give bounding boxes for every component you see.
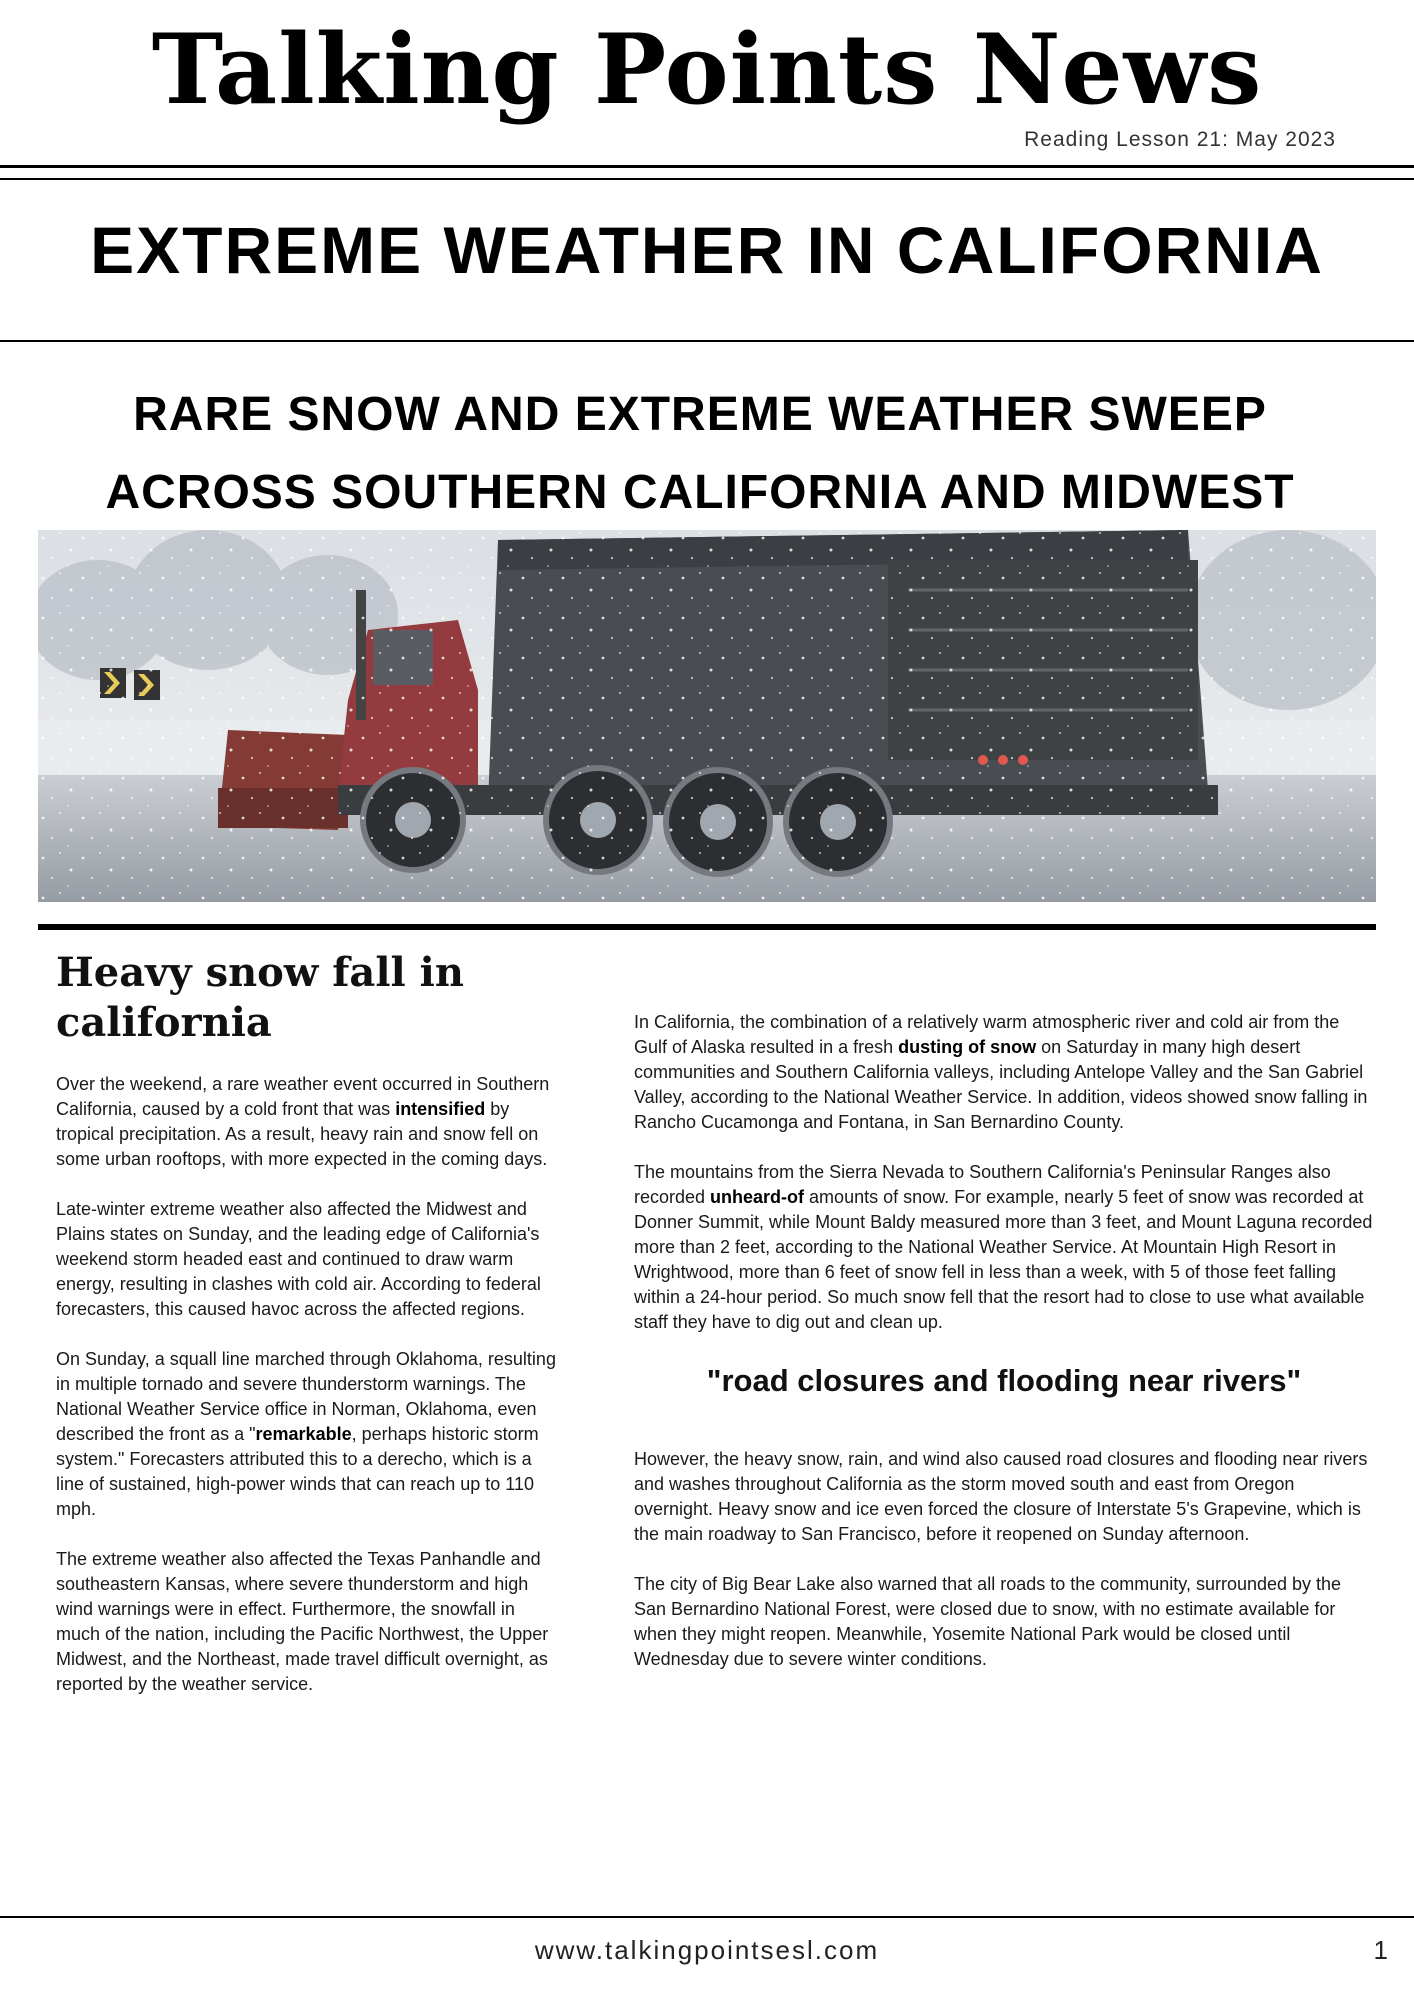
photo-divider (38, 924, 1376, 930)
footer-divider (0, 1916, 1414, 1918)
section-heading-heavy-snow: Heavy snow fall in california (56, 949, 464, 1046)
right-column (634, 1010, 1374, 1697)
footer-website-link[interactable]: www.talkingpointsesl.com (534, 1935, 880, 1965)
right-paragraph-1: In California, the combination of a relatively warm atmospheric river and cold air from the Gulf of Alaska resulted in a fresh dusting of snow on Saturday in many high desert communities and Southern California valleys, including Antelope Valley and the San Gabriel Valley, according to the National Weather Service. In addition, videos showed snow falling in Rancho Cucamonga and Fontana, in San Bernardino County. (634, 1012, 1368, 1132)
left-paragraph-1: Over the weekend, a rare weather event occurred in Southern California, caused by a cold front that was intensified by tropical precipitation. As a result, heavy rain and snow fell on some urban rooftops, with more expected in the coming days. (56, 1074, 550, 1169)
masthead-divider-top (0, 165, 1414, 168)
page-number: 1 (1373, 1935, 1388, 1965)
headline-divider (0, 340, 1414, 342)
masthead-title: Talking Points News (151, 13, 1263, 126)
sub-headline: RARE SNOW AND EXTREME WEATHER SWEEP ACROSS SOUTHERN CALIFORNIA AND MIDWEST (105, 388, 1295, 519)
main-headline: EXTREME WEATHER IN CALIFORNIA (90, 213, 1324, 287)
snowplow-truck-photo (38, 530, 1376, 902)
right-paragraph-2: The mountains from the Sierra Nevada to Southern California's Peninsular Ranges also recorded unheard-of amounts of snow. For example, nearly 5 feet of snow was recorded at Donner Summit, while Mount Baldy measured more than 3 feet, and Mount Laguna recorded more than 2 feet, according to the National Weather Service. At Mountain High Resort in Wrightwood, more than 6 feet of snow fell in less than a week, with 5 of those feet falling within a 24-hour period. So much snow fell that the resort had to close to use what available staff they have to dig out and clean up. (634, 1162, 1373, 1332)
right-paragraph-3: However, the heavy snow, rain, and wind also caused road closures and flooding near rivers and washes throughout California as the storm moved south and east from Oregon overnight. Heavy snow and ice even forced the closure of Interstate 5's Grapevine, which is the main roadway to San Francisco, before it reopened on Sunday afternoon. (634, 1449, 1368, 1544)
lesson-date: Reading Lesson 21: May 2023 (1024, 128, 1336, 151)
left-paragraph-2: Late-winter extreme weather also affected the Midwest and Plains states on Sunday, and the leading edge of California's weekend storm headed east and continued to draw warm energy, resulting in clashes with cold air. According to federal forecasters, this caused havoc across the affected regions. (56, 1199, 541, 1319)
section-heading-road-closures: "road closures and flooding near rivers" (706, 1363, 1302, 1398)
left-column (56, 948, 556, 1722)
masthead-divider-bottom (0, 178, 1414, 180)
left-paragraph-3: On Sunday, a squall line marched through Oklahoma, resulting in multiple tornado and severe thunderstorm warnings. The National Weather Service office in Norman, Oklahoma, even described the front as a "remarkable, perhaps historic storm system." Forecasters attributed this to a derecho, which is a line of sustained, high-power winds that can reach up to 110 mph. (56, 1349, 556, 1519)
left-paragraph-4: The extreme weather also affected the Texas Panhandle and southeastern Kansas, where severe thunderstorm and high wind warnings were in effect. Furthermore, the snowfall in much of the nation, including the Pacific Northwest, the Upper Midwest, and the Northeast, made travel difficult overnight, as reported by the weather service. (56, 1549, 549, 1694)
right-paragraph-4: The city of Big Bear Lake also warned that all roads to the community, surrounded by the San Bernardino National Forest, were closed due to snow, with no estimate available for when they might reopen. Meanwhile, Yosemite National Park would be closed until Wednesday due to severe winter conditions. (634, 1574, 1342, 1669)
